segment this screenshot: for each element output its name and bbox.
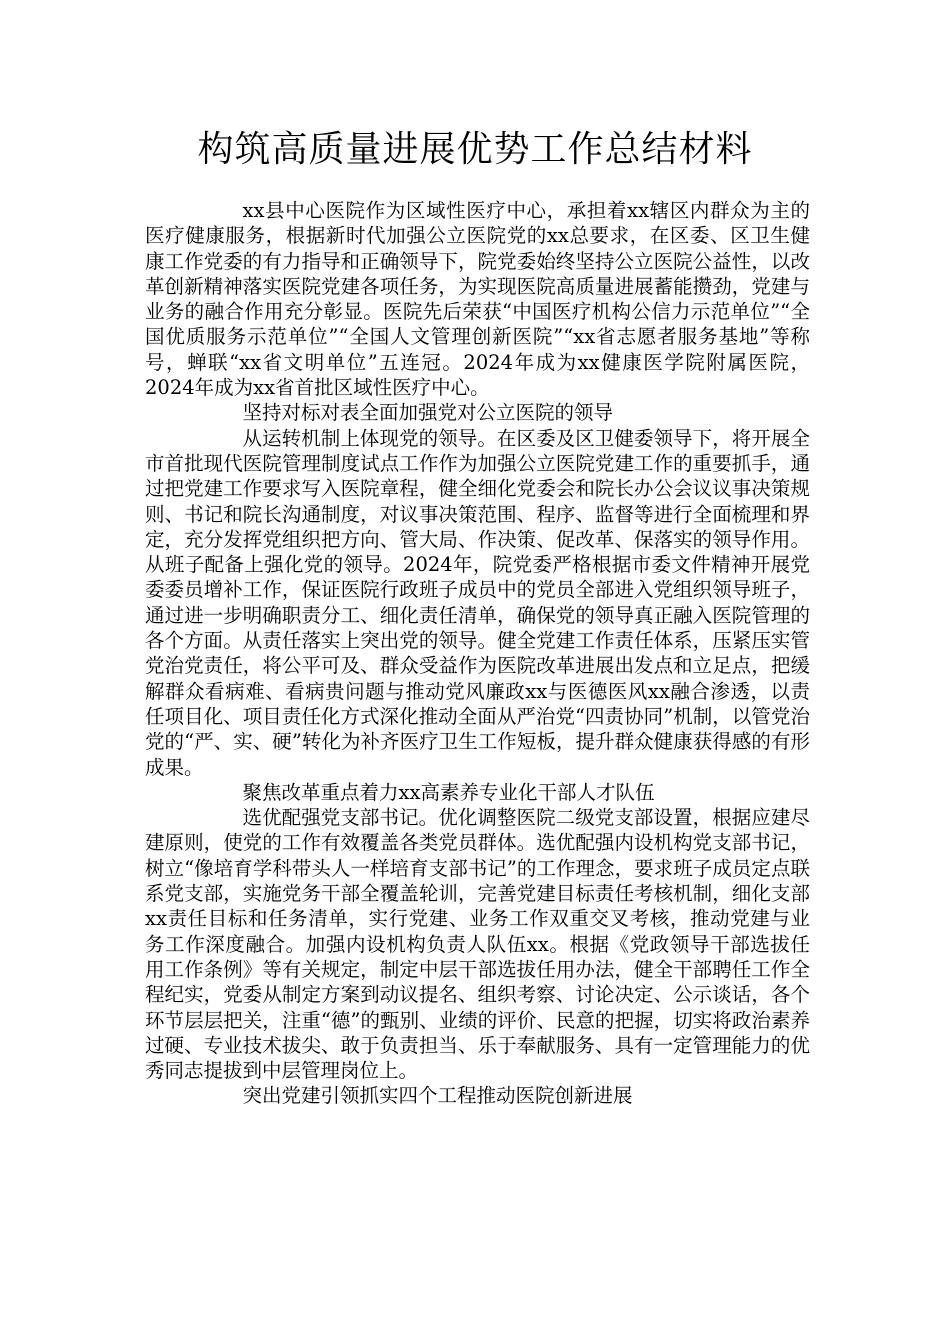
intro-paragraph: xx县中心医院作为区域性医疗中心，承担着xx辖区内群众为主的医疗健康服务，根据新时代加强公立医院党的xx总要求，在区委、区卫生健康工作党委的有力指导和正确领导下，院党委始终坚持公立医院公益性，以改革创新精神落实医院党建各项任务，为实现医院高质量进展蓄能攒劲，党建与业务的融合作用充分彰显。医院先后荣获“中国医疗机构公信力示范单位”“全国优质服务示范单位”“全国人文管理创新医院”“xx省志愿者服务基地”等称号，蝉联“xx省文明单位”五连冠。2024年成为xx健康医学院附属医院，2024年成为xx省首批区域性医疗中心。 xyxy=(145,199,810,400)
document-body xyxy=(145,198,810,1109)
section-heading-1: 坚持对标对表全面加强党对公立医院的领导 xyxy=(242,401,614,425)
section-heading-3: 突出党建引领抓实四个工程推动医院创新进展 xyxy=(242,1084,633,1108)
section-heading-2: 聚焦改革重点着力xx高素养专业化干部人才队伍 xyxy=(242,780,655,804)
document-title: 构筑高质量进展优势工作总结材料 xyxy=(197,129,753,170)
section-paragraph-2: 选优配强党支部书记。优化调整医院二级党支部设置，根据应建尽建原则，使党的工作有效覆盖各类党员群体。选优配强内设机构党支部书记，树立“像培育学科带头人一样培育支部书记”的工作理念，要求班子成员定点联系党支部，实施党务干部全覆盖轮训，完善党建目标责任考核机制，细化支部xx责任目标和任务清单，实行党建、业务工作双重交叉考核，推动党建与业务工作深度融合。加强内设机构负责人队伍xx。根据《党政领导干部选拔任用工作条例》等有关规定，制定中层干部选拔任用办法，健全干部聘任工作全程纪实，党委从制定方案到动议提名、组织考察、讨论决定、公示谈话，各个环节层层把关，注重“德”的甄别、业绩的评价、民意的把握，切实将政治素养过硬、专业技术拔尖、敢于负责担当、乐于奉献服务、具有一定管理能力的优秀同志提拔到中层管理岗位上。 xyxy=(145,806,810,1083)
section-paragraph-1: 从运转机制上体现党的领导。在区委及区卫健委领导下，将开展全市首批现代医院管理制度试点工作作为加强公立医院党建工作的重要抓手，通过把党建工作要求写入医院章程，健全细化党委会和院长办公会议议事决策规则、书记和院长沟通制度，对议事决策范围、程序、监督等进行全面梳理和界定，充分发挥党组织把方向、管大局、作决策、促改革、保落实的领导作用。从班子配备上强化党的领导。2024年，院党委严格根据市委文件精神开展党委委员增补工作，保证医院行政班子成员中的党员全部进入党组织领导班子，通过进一步明确职责分工、细化责任清单，确保党的领导真正融入医院管理的各个方面。从责任落实上突出党的领导。健全党建工作责任体系，压紧压实管党治党责任，将公平可及、群众受益作为医院改革进展出发点和立足点，把缓解群众看病难、看病贵问题与推动党风廉政xx与医德医风xx融合渗透，以责任项目化、项目责任化方式深化推动全面从严治党“四责协同”机制，以管党治党的“严、实、硬”转化为补齐医疗卫生工作短板，提升群众健康获得感的有形成果。 xyxy=(145,426,810,779)
